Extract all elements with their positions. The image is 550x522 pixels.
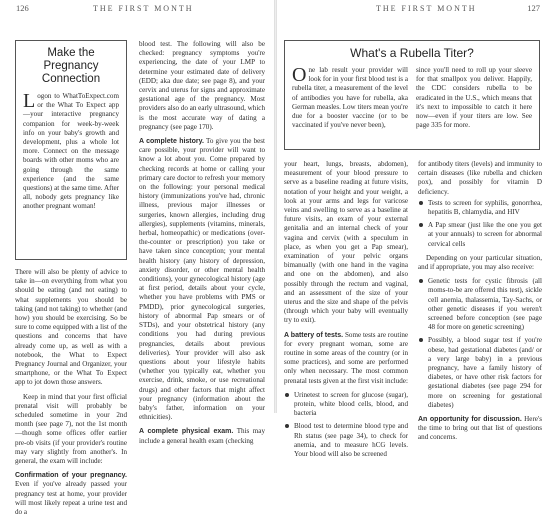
- list-item: Possibly, a blood sugar test if you're obese, had gestational diabetes (and/ or a very large baby) in a previous pregnancy, have a family history of diabetes, or have other risk factors for gestational diabetes (see page 294 for more on screening for gestational diabetes): [418, 336, 542, 410]
- subhead: A battery of tests.: [284, 331, 344, 339]
- right-column-2: [418, 160, 542, 448]
- paragraph: A complete physical exam. This may include a general health exam (checking: [139, 427, 265, 445]
- list-item: Tests to screen for syphilis, gonorrhea, hepatitis B, chlamydia, and HIV: [418, 199, 542, 217]
- paragraph: for antibody titers (levels) and immunity to certain diseases (like rubella and chicken pox), and possibly for vitamin D deficiency.: [418, 160, 542, 196]
- optional-tests-list: [418, 277, 542, 410]
- right-column-1: [284, 160, 408, 464]
- left-column-1: [15, 268, 127, 522]
- paragraph: An opportunity for discussion. Here's the time to bring out that list of questions and concerns.: [418, 415, 542, 442]
- rubella-titer-box: [284, 40, 540, 150]
- bullet-icon: [419, 223, 423, 227]
- list-item: Genetic tests for cystic fibrosis (all moms-to-be are offered this test), sickle cell anemia, thalassemia, Tay-Sachs, or other genetic diseases if you weren't screened before conception (see page 48 for more on genetic screening): [418, 277, 542, 332]
- paragraph: A complete history. To give you the best care possible, your provider will want to know a lot about you. Come prepared by checking records at home or calling your primary care doctor to refresh your memory on the following: your personal medical history (immunizations you've had, chronic illness, previous major illnesses or surgeries, known allergies, including drug allergies), supplements (vitamins, minerals, herbal, homeopathic) or medications (over-the-counter or prescription) you take or have taken since conception; your mental health history (any history of depression, anxiety disorder, or other mental health conditions), your gynecological history (age at first period, details about your cycle, whether you have problems with PMS or PMDD), prior gynecological surgeries, history of abnormal Pap smears or of STDs), and your obstetrical history (any conditions you had during previous pregnancies, details about previous deliveries). Your provider will also ask questions about your lifestyle habits (whether you typically eat, whether you exercise, drink, smoke, or use recreational drugs) and other factors that might affect your pregnancy (information about the baby's father, information on your ethnicities).: [139, 137, 265, 422]
- box-text-continued: since you'll need to roll up your sleeve for that smallpox you deliver. Happily, the CDC considers rubella to be eradicated in the U.S., which means that it's next to impossible to catch it here now—even if your titers are low. See page 335 for more.: [416, 66, 532, 130]
- test-list: [284, 391, 408, 459]
- running-head: THE FIRST MONTH: [93, 4, 194, 13]
- box-text: One lab result your provider will look for in your first blood test is a rubella titer, a measurement of the level of antibodies you have for rubella, aka German measles. Low titers mean you're due for a booster vaccine (or to be vaccinated if you've never been),: [292, 64, 408, 130]
- box-columns: [292, 66, 532, 130]
- paragraph: There will also be plenty of advice to take in—on everything from what you should be eating (and not eating) to what supplements you should be taking (and not taking) to whether (and how) you should be exercising. So be sure to come equipped with a list of the questions and concerns that have already come up, as well as with a notebook, the What to Expect Pregnancy Journal and Organizer, your smartphone, or the What To Expect app to jot down those answers.: [15, 268, 127, 387]
- drop-cap: L: [23, 90, 36, 112]
- paragraph: A battery of tests. Some tests are routine for every pregnant woman, some are routine in some areas of the country (or in some practices), and some are performed only when necessary. The most common prenatal tests given at the first visit include:: [284, 330, 409, 385]
- running-head: THE FIRST MONTH: [376, 4, 477, 13]
- list-item: A Pap smear (just like the one you get at your annuals) to screen for abnormal cervical cells: [418, 221, 542, 249]
- list-item: Blood test to determine blood type and Rh status (see page 34), to check for anemia, and to measure hCG levels. Your blood will also be screened: [284, 422, 408, 459]
- right-page: [276, 0, 550, 459]
- paragraph: your heart, lungs, breasts, abdomen), measurement of your blood pressure to serve as a baseline reading at future visits, notation of your height and your weight, a look at your arms and legs for varicose veins and swelling to serve as a baseline at future visits, an exam of your external genitalia and an internal check of your vagina and cervix (with a speculum in place, as when you get a Pap smear), examination of your pelvic organs bimanually (with one hand in the vagina and one on the abdomen), and also possibly through the rectum and vaginal, and an assessment of the size of your uterus and the size and shape of the pelvis (through which your baby will eventually try to exit).: [284, 160, 408, 325]
- drop-cap: O: [292, 64, 307, 86]
- subhead: An opportunity for discussion.: [418, 416, 522, 424]
- left-column-2: [139, 40, 265, 451]
- subhead: Confirmation of your pregnancy.: [15, 472, 127, 480]
- paragraph: blood test. The following will also be checked: pregnancy symptoms you're experiencing, the date of your LMP to determine your estimated date of delivery (EDD; aka due date; see page 8), and your cervix and uterus for signs and approximate gestational age of the pregnancy. Most providers also do an early ultrasound, which is the most accurate way of dating a pregnancy (see page 170).: [139, 40, 265, 131]
- bullet-icon: [419, 201, 423, 205]
- pregnancy-connection-box: [15, 40, 127, 260]
- box-title: What's a Rubella Titer?: [350, 46, 474, 60]
- paragraph: Keep in mind that your first official prenatal visit will probably be scheduled sometime in your 2nd month (see page 7), not the 1st month—though some offices offer earlier pre-ob visits (if your provider's routine may vary slightly from another's. In general, the exam will include:: [15, 392, 127, 466]
- left-page: [0, 0, 276, 517]
- box-title: Make the Pregnancy Connection: [41, 47, 101, 85]
- bullet-icon: [419, 279, 423, 283]
- bullet-icon: [285, 393, 289, 397]
- box-text: Logon to WhatToExpect.com or the What To Expect app—your interactive pregnancy companion for week-by-week info on your baby's growth and development, plus a whole lot more. Connect on the message boards with other moms who are going through the same experience (and the same questions) at the same time. After all, nobody gets pregnancy like another pregnant woman!: [23, 90, 119, 211]
- page-number: 127: [527, 3, 540, 13]
- bullet-icon: [419, 338, 423, 342]
- subhead: A complete physical exam.: [139, 428, 234, 436]
- screening-list: [418, 199, 542, 249]
- bullet-icon: [285, 424, 289, 428]
- paragraph: Confirmation of your pregnancy. Even if you've already passed your pregnancy test at home, your provider will most likely repeat a urine test and do a: [15, 472, 127, 517]
- list-item: Urinetest to screen for glucose (sugar), protein, white blood cells, blood, and bacteria: [284, 391, 408, 419]
- subhead: A complete history.: [139, 138, 204, 146]
- paragraph: Depending on your particular situation, and if appropriate, you may also receive:: [418, 253, 542, 272]
- page-number: 126: [16, 3, 29, 13]
